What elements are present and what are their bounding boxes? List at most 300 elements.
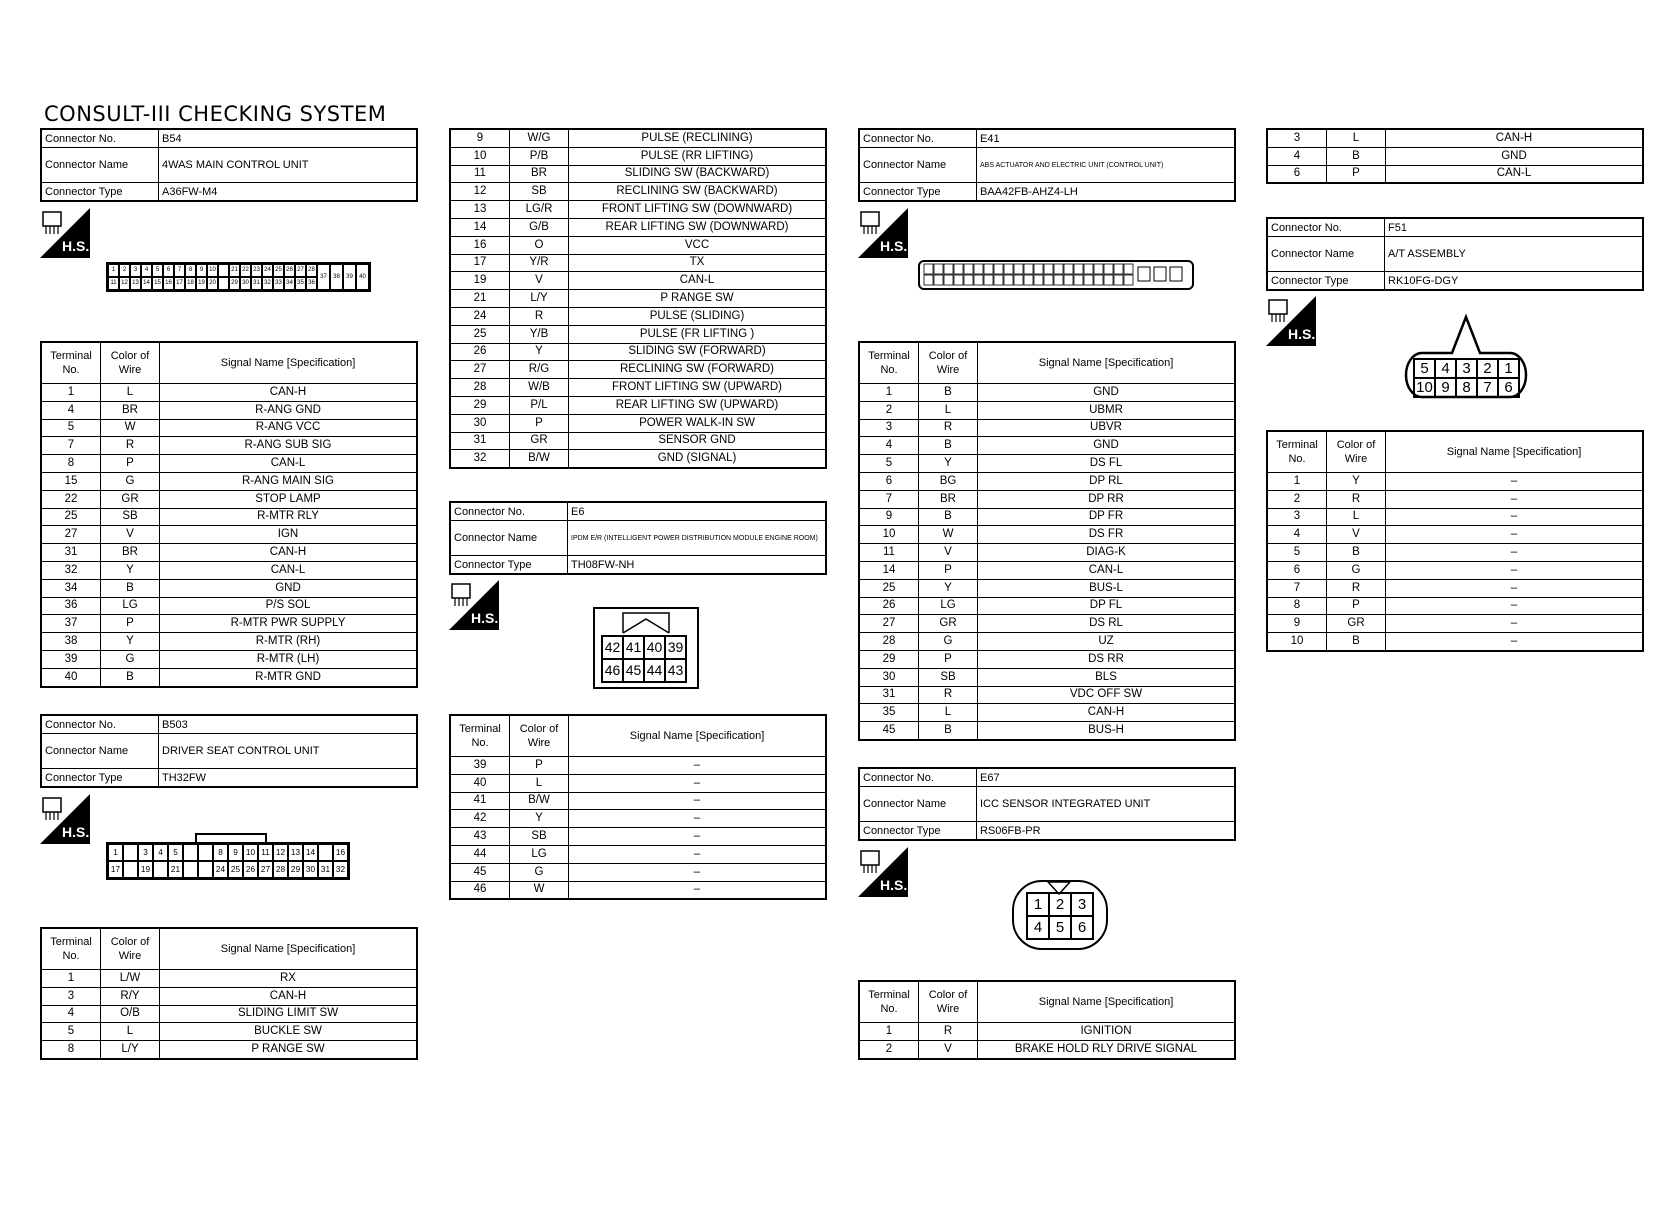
signal-name: PULSE (RR LIFTING) xyxy=(569,147,827,165)
signal-name: – xyxy=(569,810,827,828)
table-row xyxy=(41,579,417,597)
terminal-no: 38 xyxy=(41,633,101,651)
header-terminal-no: Terminal No. xyxy=(41,928,101,970)
wire-color: W/B xyxy=(510,379,569,397)
signal-name: GND xyxy=(978,437,1236,455)
pin: 46 xyxy=(602,659,623,682)
wire-color: B xyxy=(919,722,978,740)
pin: 28 xyxy=(306,264,317,277)
harness-side-icon xyxy=(858,208,908,258)
terminal-no: 29 xyxy=(450,396,510,414)
signal-name: P RANGE SW xyxy=(569,290,827,308)
signal-name: SLIDING LIMIT SW xyxy=(160,1005,418,1023)
terminal-no: 3 xyxy=(859,419,919,437)
table-row xyxy=(450,757,826,775)
signal-name: – xyxy=(1386,490,1644,508)
wire-color: R xyxy=(919,1023,978,1041)
table-row xyxy=(41,597,417,615)
harness-side-icon xyxy=(40,794,90,844)
signal-name: – xyxy=(569,845,827,863)
signal-name: DP RL xyxy=(978,472,1236,490)
header-terminal-no: Terminal No. xyxy=(41,342,101,384)
terminal-no: 36 xyxy=(41,597,101,615)
table-row xyxy=(859,1040,1235,1058)
wire-color: P xyxy=(101,615,160,633)
signal-name: – xyxy=(1386,615,1644,633)
f51-connector-face xyxy=(1396,313,1536,403)
wire-color: Y xyxy=(101,561,160,579)
header-color-of-wire: Color of Wire xyxy=(510,715,569,757)
harness-side-icon xyxy=(449,580,499,630)
table-row xyxy=(41,668,417,686)
b503-connector-header xyxy=(40,714,418,788)
table-row xyxy=(41,526,417,544)
signal-name: CAN-L xyxy=(160,561,418,579)
terminal-no: 5 xyxy=(41,419,101,437)
wire-color: BG xyxy=(919,472,978,490)
terminal-no: 39 xyxy=(41,650,101,668)
table-row xyxy=(41,1005,417,1023)
table-row xyxy=(859,526,1235,544)
wire-color: W/G xyxy=(510,129,569,147)
terminal-no: 45 xyxy=(859,722,919,740)
table-row xyxy=(41,1023,417,1041)
pin: 39 xyxy=(343,264,356,290)
pin: 3 xyxy=(138,844,153,861)
harness-side-icon xyxy=(1266,296,1316,346)
terminal-no: 21 xyxy=(450,290,510,308)
signal-name: GND xyxy=(978,384,1236,402)
pin: 1 xyxy=(1498,359,1519,378)
label-connector-type: Connector Type xyxy=(859,822,977,841)
terminal-no: 2 xyxy=(859,401,919,419)
pin: 14 xyxy=(141,277,152,290)
signal-name: – xyxy=(1386,633,1644,651)
table-row xyxy=(41,419,417,437)
terminal-no: 26 xyxy=(450,343,510,361)
signal-name: – xyxy=(1386,544,1644,562)
header-terminal-no: Terminal No. xyxy=(1267,431,1327,473)
terminal-no: 25 xyxy=(450,325,510,343)
signal-name: – xyxy=(1386,597,1644,615)
wire-color: R xyxy=(1327,490,1386,508)
table-row xyxy=(1267,544,1643,562)
terminal-no: 8 xyxy=(1267,597,1327,615)
wire-color: B xyxy=(101,668,160,686)
table-row xyxy=(450,863,826,881)
label-connector-name: Connector Name xyxy=(41,148,159,183)
wire-color: G xyxy=(1327,561,1386,579)
terminal-no: 31 xyxy=(859,686,919,704)
wire-color: V xyxy=(919,1040,978,1058)
wire-color: B xyxy=(1327,147,1386,165)
signal-name: – xyxy=(1386,561,1644,579)
wire-color: G xyxy=(919,633,978,651)
pin: 11 xyxy=(108,277,119,290)
wire-color: P/B xyxy=(510,147,569,165)
pin: 12 xyxy=(119,277,130,290)
terminal-no: 30 xyxy=(450,414,510,432)
signal-name: DP RR xyxy=(978,490,1236,508)
pin: 17 xyxy=(174,277,185,290)
terminal-no: 3 xyxy=(1267,129,1327,147)
wire-color: G xyxy=(101,650,160,668)
table-row xyxy=(41,437,417,455)
pin: 10 xyxy=(1414,378,1435,397)
wire-color: LG/R xyxy=(510,201,569,219)
table-row xyxy=(1267,615,1643,633)
table-row xyxy=(41,544,417,562)
terminal-no: 41 xyxy=(450,792,510,810)
wire-color: G xyxy=(510,863,569,881)
signal-name: DS FL xyxy=(978,455,1236,473)
wire-color: B xyxy=(1327,633,1386,651)
terminal-no: 4 xyxy=(859,437,919,455)
table-row xyxy=(1267,147,1643,165)
pin: 20 xyxy=(207,277,218,290)
pin: 36 xyxy=(306,277,317,290)
signal-name: R-MTR GND xyxy=(160,668,418,686)
table-row xyxy=(859,686,1235,704)
signal-name: DP FR xyxy=(978,508,1236,526)
table-row xyxy=(450,881,826,899)
hs-label: H.S. xyxy=(880,877,908,893)
pin: 5 xyxy=(1414,359,1435,378)
pin: 2 xyxy=(119,264,130,277)
pin: 8 xyxy=(1456,378,1477,397)
signal-name: CAN-H xyxy=(160,384,418,402)
signal-name: REAR LIFTING SW (UPWARD) xyxy=(569,396,827,414)
signal-name: – xyxy=(569,863,827,881)
header-signal-name: Signal Name [Specification] xyxy=(1386,431,1644,473)
table-row xyxy=(859,579,1235,597)
pin: 19 xyxy=(196,277,207,290)
header-color-of-wire: Color of Wire xyxy=(919,342,978,384)
table-row xyxy=(41,401,417,419)
hs-label: H.S. xyxy=(471,610,499,626)
hs-label: H.S. xyxy=(62,824,90,840)
table-row xyxy=(859,401,1235,419)
table-row xyxy=(450,236,826,254)
pin: 17 xyxy=(108,861,123,878)
table-row xyxy=(41,615,417,633)
terminal-no: 37 xyxy=(41,615,101,633)
terminal-no: 4 xyxy=(41,401,101,419)
wire-color: L xyxy=(919,401,978,419)
wire-color: L xyxy=(919,704,978,722)
table-row xyxy=(41,1041,417,1059)
signal-name: R-MTR RLY xyxy=(160,508,418,526)
terminal-no: 31 xyxy=(450,432,510,450)
terminal-no: 26 xyxy=(859,597,919,615)
pin: 32 xyxy=(333,861,348,878)
signal-name: R-MTR PWR SUPPLY xyxy=(160,615,418,633)
pin: 43 xyxy=(665,659,686,682)
wire-color: Y xyxy=(510,810,569,828)
table-row xyxy=(450,147,826,165)
terminal-no: 28 xyxy=(450,379,510,397)
wire-color: GR xyxy=(1327,615,1386,633)
b54-connector-name: 4WAS MAIN CONTROL UNIT xyxy=(159,148,418,183)
terminal-no: 13 xyxy=(450,201,510,219)
header-signal-name: Signal Name [Specification] xyxy=(569,715,827,757)
wire-color: B/W xyxy=(510,792,569,810)
e41-connector-type: BAA42FB-AHZ4-LH xyxy=(977,183,1236,202)
wire-color: V xyxy=(1327,526,1386,544)
f51-connector-no: F51 xyxy=(1385,218,1644,237)
terminal-no: 46 xyxy=(450,881,510,899)
table-row xyxy=(41,561,417,579)
label-connector-no: Connector No. xyxy=(859,768,977,787)
e6-connector-no: E6 xyxy=(568,502,827,521)
table-row xyxy=(859,561,1235,579)
terminal-no: 16 xyxy=(450,236,510,254)
signal-name: CAN-L xyxy=(569,272,827,290)
table-row xyxy=(1267,473,1643,491)
wire-color: R xyxy=(919,686,978,704)
pin: 4 xyxy=(1435,359,1456,378)
pin: 1 xyxy=(108,844,123,861)
label-connector-no: Connector No. xyxy=(859,129,977,148)
terminal-no: 5 xyxy=(859,455,919,473)
wire-color: P xyxy=(919,650,978,668)
terminal-no: 6 xyxy=(1267,165,1327,183)
pin: 26 xyxy=(284,264,295,277)
signal-name: GND xyxy=(160,579,418,597)
wire-color: Y/B xyxy=(510,325,569,343)
signal-name: R-MTR (LH) xyxy=(160,650,418,668)
pin: 39 xyxy=(665,636,686,659)
harness-side-icon xyxy=(858,847,908,897)
signal-name: SLIDING SW (FORWARD) xyxy=(569,343,827,361)
pin: 35 xyxy=(295,277,306,290)
wire-color: L xyxy=(510,774,569,792)
wire-color: R xyxy=(510,307,569,325)
pin: 8 xyxy=(213,844,228,861)
header-signal-name: Signal Name [Specification] xyxy=(160,928,418,970)
wire-color: SB xyxy=(919,668,978,686)
f51-connector-header xyxy=(1266,217,1644,291)
terminal-no: 40 xyxy=(41,668,101,686)
header-color-of-wire: Color of Wire xyxy=(1327,431,1386,473)
harness-side-icon xyxy=(40,208,90,258)
e67-connector-header xyxy=(858,767,1236,841)
wire-color: P xyxy=(1327,597,1386,615)
pin: 44 xyxy=(644,659,665,682)
b503-terminal-table xyxy=(40,927,418,1060)
table-row xyxy=(450,272,826,290)
header-color-of-wire: Color of Wire xyxy=(919,981,978,1023)
pin: 45 xyxy=(623,659,644,682)
wire-color: B xyxy=(919,508,978,526)
wire-color: L/Y xyxy=(510,290,569,308)
wire-color: B/W xyxy=(510,450,569,468)
terminal-no: 10 xyxy=(859,526,919,544)
b503-connector-type: TH32FW xyxy=(159,769,418,788)
table-row xyxy=(450,290,826,308)
terminal-no: 2 xyxy=(859,1040,919,1058)
label-connector-no: Connector No. xyxy=(41,715,159,734)
wire-color: G xyxy=(101,472,160,490)
hs-label: H.S. xyxy=(1288,326,1316,342)
pin: 37 xyxy=(317,264,330,290)
e41-connector-face xyxy=(918,260,1194,290)
table-row xyxy=(859,650,1235,668)
terminal-no: 12 xyxy=(450,183,510,201)
wire-color: BR xyxy=(919,490,978,508)
e67-terminal-table xyxy=(858,980,1236,1060)
terminal-no: 6 xyxy=(1267,561,1327,579)
wire-color: P xyxy=(510,757,569,775)
pin xyxy=(218,277,229,290)
terminal-no: 25 xyxy=(859,579,919,597)
e67-connector-face xyxy=(1012,880,1108,950)
e67-connector-name: ICC SENSOR INTEGRATED UNIT xyxy=(977,787,1236,822)
terminal-no: 9 xyxy=(1267,615,1327,633)
table-row xyxy=(1267,597,1643,615)
signal-name: FRONT LIFTING SW (DOWNWARD) xyxy=(569,201,827,219)
table-row xyxy=(859,597,1235,615)
table-row xyxy=(450,361,826,379)
table-row xyxy=(450,774,826,792)
pin: 7 xyxy=(1477,378,1498,397)
wire-color: B xyxy=(1327,544,1386,562)
signal-name: CAN-L xyxy=(978,561,1236,579)
terminal-no: 1 xyxy=(859,1023,919,1041)
pin: 19 xyxy=(138,861,153,878)
table-row xyxy=(859,722,1235,740)
table-row xyxy=(859,472,1235,490)
wire-color: O xyxy=(510,236,569,254)
wire-color: SB xyxy=(101,508,160,526)
table-row xyxy=(450,165,826,183)
pin xyxy=(218,264,229,277)
terminal-no: 28 xyxy=(859,633,919,651)
signal-name: – xyxy=(569,774,827,792)
signal-name: UBVR xyxy=(978,419,1236,437)
signal-name: REAR LIFTING SW (DOWNWARD) xyxy=(569,218,827,236)
terminal-no: 10 xyxy=(1267,633,1327,651)
b54-connector-no: B54 xyxy=(159,129,418,148)
signal-name: P RANGE SW xyxy=(160,1041,418,1059)
terminal-no: 1 xyxy=(41,384,101,402)
pin xyxy=(318,844,333,861)
wire-color: GR xyxy=(101,490,160,508)
table-row xyxy=(450,379,826,397)
table-row xyxy=(450,450,826,468)
terminal-no: 27 xyxy=(450,361,510,379)
label-connector-type: Connector Type xyxy=(859,183,977,202)
terminal-no: 43 xyxy=(450,828,510,846)
table-row xyxy=(1267,490,1643,508)
wire-color: Y xyxy=(1327,473,1386,491)
signal-name: RECLINING SW (BACKWARD) xyxy=(569,183,827,201)
terminal-no: 30 xyxy=(859,668,919,686)
pin: 22 xyxy=(240,264,251,277)
label-connector-name: Connector Name xyxy=(859,148,977,183)
wire-color: L xyxy=(1327,129,1386,147)
label-connector-type: Connector Type xyxy=(41,183,159,202)
table-row xyxy=(41,650,417,668)
pin: 11 xyxy=(258,844,273,861)
pin: 27 xyxy=(295,264,306,277)
wire-color: SB xyxy=(510,183,569,201)
terminal-no: 6 xyxy=(859,472,919,490)
signal-name: – xyxy=(569,792,827,810)
pin: 40 xyxy=(356,264,369,290)
wire-color: W xyxy=(919,526,978,544)
e41-terminal-table xyxy=(858,341,1236,741)
signal-name: – xyxy=(1386,579,1644,597)
table-row xyxy=(41,633,417,651)
terminal-no: 7 xyxy=(859,490,919,508)
e6-connector-header xyxy=(449,501,827,575)
signal-name: BLS xyxy=(978,668,1236,686)
pin: 27 xyxy=(258,861,273,878)
pin: 42 xyxy=(602,636,623,659)
pin: 31 xyxy=(251,277,262,290)
pin: 32 xyxy=(262,277,273,290)
table-row xyxy=(41,987,417,1005)
header-terminal-no: Terminal No. xyxy=(450,715,510,757)
signal-name: DS RR xyxy=(978,650,1236,668)
b54-connector-face xyxy=(106,262,371,292)
b503-pin-grid xyxy=(106,842,350,880)
pin: 16 xyxy=(163,277,174,290)
terminal-no: 5 xyxy=(41,1023,101,1041)
terminal-no: 8 xyxy=(41,1041,101,1059)
wire-color: B xyxy=(919,384,978,402)
label-connector-name: Connector Name xyxy=(1267,237,1385,272)
pin: 24 xyxy=(213,861,228,878)
signal-name: DP FL xyxy=(978,597,1236,615)
wire-color: R xyxy=(101,437,160,455)
pin: 4 xyxy=(141,264,152,277)
terminal-no: 9 xyxy=(450,129,510,147)
label-connector-no: Connector No. xyxy=(450,502,568,521)
terminal-no: 24 xyxy=(450,307,510,325)
wire-color: GR xyxy=(510,432,569,450)
label-connector-type: Connector Type xyxy=(450,556,568,575)
e67cont-terminal-table xyxy=(1266,128,1644,184)
table-row xyxy=(41,455,417,473)
header-terminal-no: Terminal No. xyxy=(859,981,919,1023)
pin xyxy=(183,844,198,861)
wire-color: Y/R xyxy=(510,254,569,272)
signal-name: IGN xyxy=(160,526,418,544)
terminal-no: 5 xyxy=(1267,544,1327,562)
table-row xyxy=(859,490,1235,508)
signal-name: CAN-H xyxy=(978,704,1236,722)
pin: 10 xyxy=(243,844,258,861)
signal-name: RX xyxy=(160,970,418,988)
terminal-no: 27 xyxy=(859,615,919,633)
pin: 9 xyxy=(228,844,243,861)
pin: 31 xyxy=(318,861,333,878)
signal-name: RECLINING SW (FORWARD) xyxy=(569,361,827,379)
pin: 26 xyxy=(243,861,258,878)
pin: 41 xyxy=(623,636,644,659)
signal-name: – xyxy=(569,828,827,846)
pin: 29 xyxy=(288,861,303,878)
wire-color: V xyxy=(101,526,160,544)
table-row xyxy=(450,432,826,450)
wire-color: G/B xyxy=(510,218,569,236)
table-row xyxy=(1267,165,1643,183)
table-row xyxy=(450,201,826,219)
signal-name: – xyxy=(1386,508,1644,526)
signal-name: FRONT LIFTING SW (UPWARD) xyxy=(569,379,827,397)
